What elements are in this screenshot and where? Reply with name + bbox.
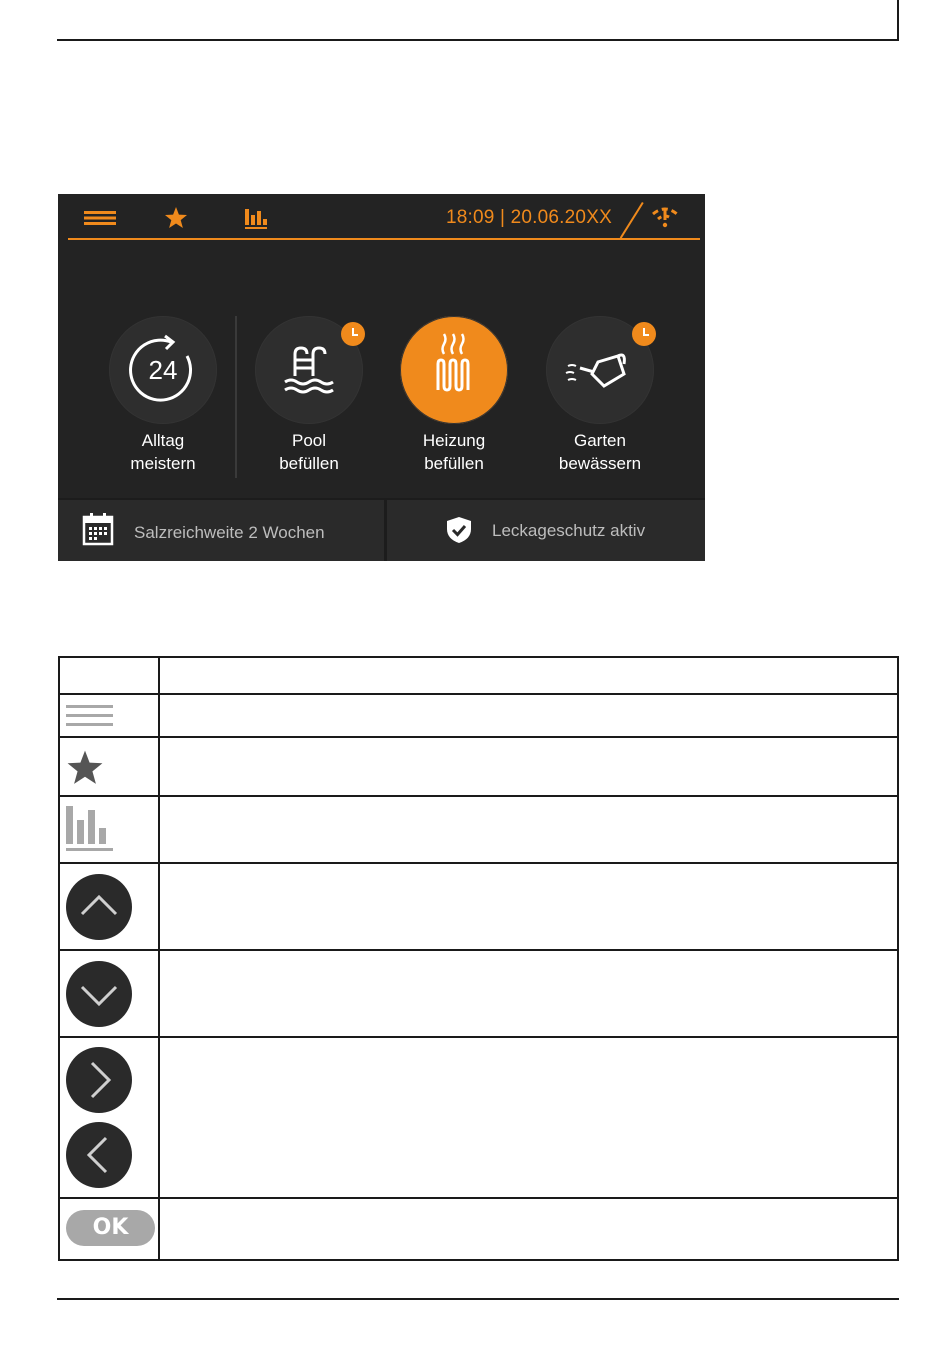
table-row: [59, 1198, 898, 1260]
chevron-down-icon: [66, 961, 132, 1027]
bar-chart-icon: [66, 804, 113, 856]
icon-legend-table: [58, 656, 899, 1261]
24h-cycle-icon: [109, 316, 217, 424]
table-row: [59, 950, 898, 1037]
bar-chart-icon[interactable]: [244, 207, 268, 233]
topbar-slash: [620, 202, 644, 239]
clock-icon: [632, 322, 656, 346]
tile-label-line2: befüllen: [279, 454, 339, 473]
header-rule: [57, 39, 899, 41]
table-icon-cell: [59, 796, 159, 863]
svg-text:24: 24: [148, 355, 178, 385]
tile-label-line1: Pool: [291, 431, 327, 450]
tile-alltag[interactable]: [109, 316, 217, 475]
table-row: [59, 657, 898, 694]
table-description-cell: [159, 1198, 898, 1260]
tile-label: [530, 429, 670, 475]
chevron-left-icon: [66, 1122, 132, 1188]
table-row: [59, 737, 898, 796]
star-icon[interactable]: [164, 206, 188, 234]
tile-circle: [546, 316, 654, 424]
hamburger-icon[interactable]: [84, 210, 116, 230]
table-icon-cell: [59, 737, 159, 796]
table-description-cell: [159, 863, 898, 950]
table-row: [59, 863, 898, 950]
datetime-display: 18:09 | 20.06.20XX: [446, 207, 612, 228]
topbar-underline: [68, 238, 632, 240]
tile-label-line2: befüllen: [424, 454, 484, 473]
chevron-up-icon: [66, 874, 132, 940]
shield-check-icon: [444, 515, 474, 549]
tile-label-line2: bewässern: [558, 454, 642, 473]
tile-label-line2: meistern: [130, 454, 196, 473]
table-header-description-cell: [159, 657, 898, 694]
header-rule-edge: [897, 0, 899, 40]
tile-label-line1: Heizung: [422, 431, 486, 450]
star-icon: [66, 749, 104, 791]
table-icon-cell: [59, 694, 159, 737]
tile-label-line1: Alltag: [141, 431, 185, 450]
table-icon-cell: [59, 1037, 159, 1198]
leak-protection-status: Leckageschutz aktiv: [492, 521, 646, 540]
table-row: [59, 694, 898, 737]
tile-garten[interactable]: [546, 316, 654, 475]
table-icon-cell: [59, 1198, 159, 1260]
table-description-cell: [159, 694, 898, 737]
chevron-right-icon: [66, 1047, 132, 1113]
table-header-icon-cell: [59, 657, 159, 694]
hamburger-icon: [66, 705, 113, 731]
table-icon-cell: [59, 950, 159, 1037]
tile-label: [384, 429, 524, 475]
salt-range-status: Salzreichweite 2 Wochen: [134, 523, 325, 542]
status-bar-separator: [384, 500, 387, 561]
tile-circle-active: [400, 316, 508, 424]
clock-icon: [341, 322, 365, 346]
tile-label: [239, 429, 379, 475]
table-row: [59, 796, 898, 863]
table-icon-cell: [59, 863, 159, 950]
tile-label: [93, 429, 233, 475]
tile-circle: [109, 316, 217, 424]
table-row: [59, 1037, 898, 1198]
ok-button: OK: [66, 1210, 155, 1246]
tile-divider: [235, 316, 237, 478]
wifi-warning-icon[interactable]: [650, 206, 680, 234]
table-description-cell: [159, 796, 898, 863]
tile-circle: [255, 316, 363, 424]
table-description-cell: [159, 737, 898, 796]
footer-rule: [57, 1298, 899, 1300]
tile-label-line1: Garten: [574, 431, 626, 450]
heating-radiator-icon: [400, 316, 508, 424]
table-description-cell: [159, 950, 898, 1037]
topbar-underline-right: [628, 238, 700, 240]
device-screen: [58, 194, 705, 561]
tile-heizung[interactable]: [400, 316, 508, 475]
tile-pool[interactable]: [255, 316, 363, 475]
table-description-cell: [159, 1037, 898, 1198]
calendar-icon: [82, 512, 114, 550]
